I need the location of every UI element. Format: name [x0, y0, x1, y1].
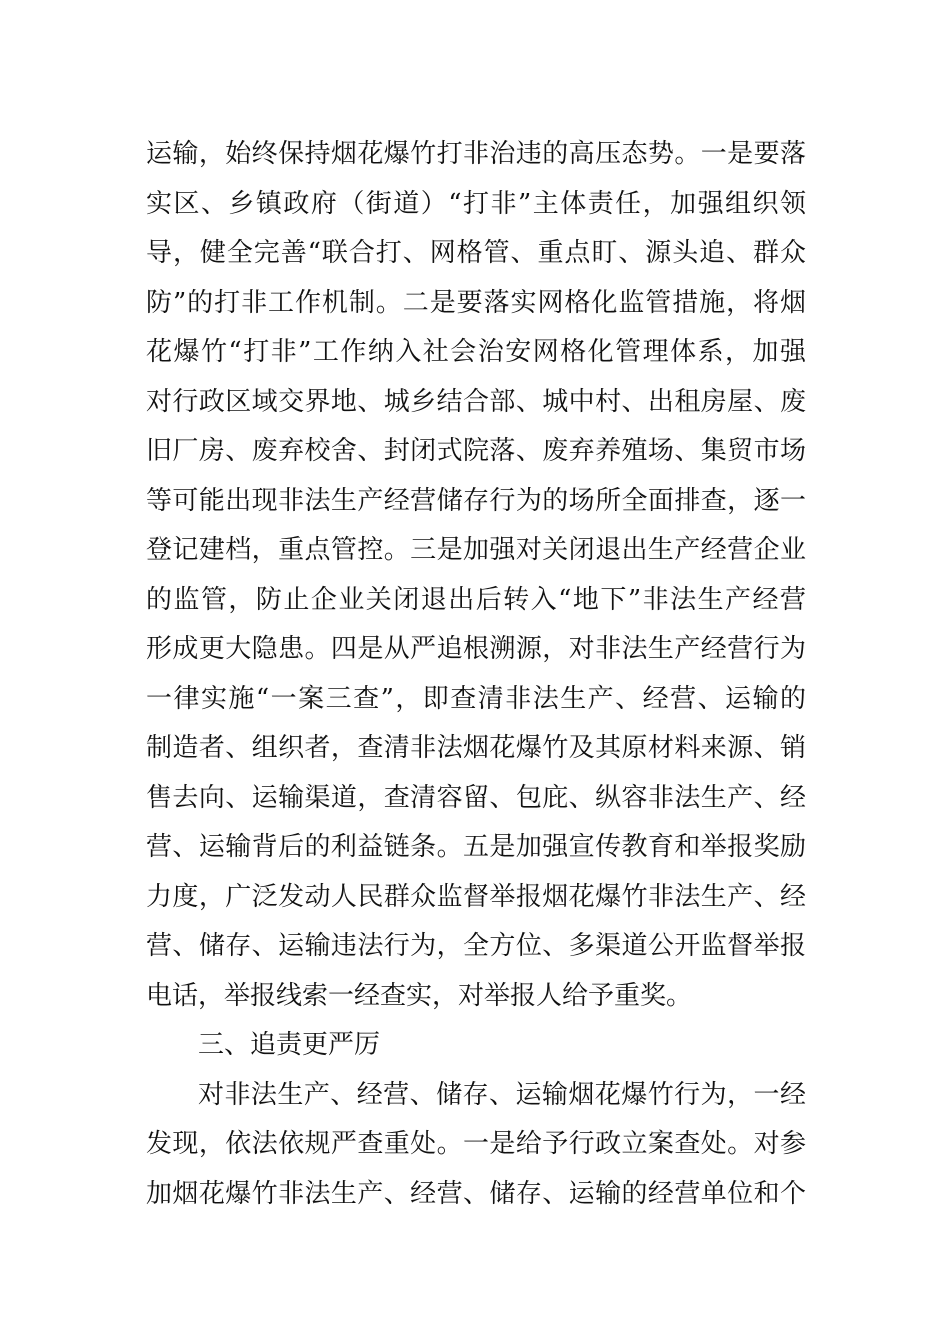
- text-line: 发现，依法依规严查重处。一是给予行政立案查处。对参: [146, 1129, 806, 1159]
- text-line: 对行政区域交界地、城乡结合部、城中村、出租房屋、废: [146, 386, 806, 417]
- text-line: 营、运输背后的利益链条。五是加强宣传教育和举报奖励: [146, 832, 806, 862]
- text-line: 形成更大隐患。四是从严追根溯源，对非法生产经营行为: [146, 634, 806, 664]
- text-line: 加烟花爆竹非法生产、经营、储存、运输的经营单位和个: [146, 1178, 806, 1209]
- document-body: [146, 130, 806, 1219]
- text-line: 的监管，防止企业关闭退出后转入“地下”非法生产经营: [146, 584, 806, 615]
- text-line: 实区、乡镇政府（街道）“打非”主体责任，加强组织领: [146, 188, 806, 219]
- text-line: 一律实施“一案三查”，即查清非法生产、经营、运输的: [146, 683, 806, 714]
- text-line-paragraph-end: 电话，举报线索一经查实，对举报人给予重奖。: [146, 980, 693, 1011]
- text-line-paragraph-start: 对非法生产、经营、储存、运输烟花爆竹行为，一经: [198, 1079, 806, 1110]
- text-line: 营、储存、运输违法行为，全方位、多渠道公开监督举报: [146, 931, 806, 961]
- text-line: 售去向、运输渠道，查清容留、包庇、纵容非法生产、经: [146, 782, 806, 813]
- text-line: 制造者、组织者，查清非法烟花爆竹及其原材料来源、销: [146, 733, 806, 763]
- section-heading: 三、追责更严厉: [198, 1030, 381, 1060]
- text-line: 力度，广泛发动人民群众监督举报烟花爆竹非法生产、经: [146, 881, 806, 912]
- text-line: 等可能出现非法生产经营储存行为的场所全面排查，逐一: [146, 485, 806, 516]
- text-line: 旧厂房、废弃校舍、封闭式院落、废弃养殖场、集贸市场: [146, 436, 806, 466]
- text-line: 花爆竹“打非”工作纳入社会治安网格化管理体系，加强: [146, 337, 806, 367]
- text-line: 导，健全完善“联合打、网格管、重点盯、源头追、群众: [146, 238, 806, 268]
- text-line: 防”的打非工作机制。二是要落实网格化监管措施，将烟: [146, 287, 806, 318]
- text-line: 运输，始终保持烟花爆竹打非治违的高压态势。一是要落: [146, 139, 806, 169]
- text-line: 登记建档，重点管控。三是加强对关闭退出生产经营企业: [146, 535, 806, 565]
